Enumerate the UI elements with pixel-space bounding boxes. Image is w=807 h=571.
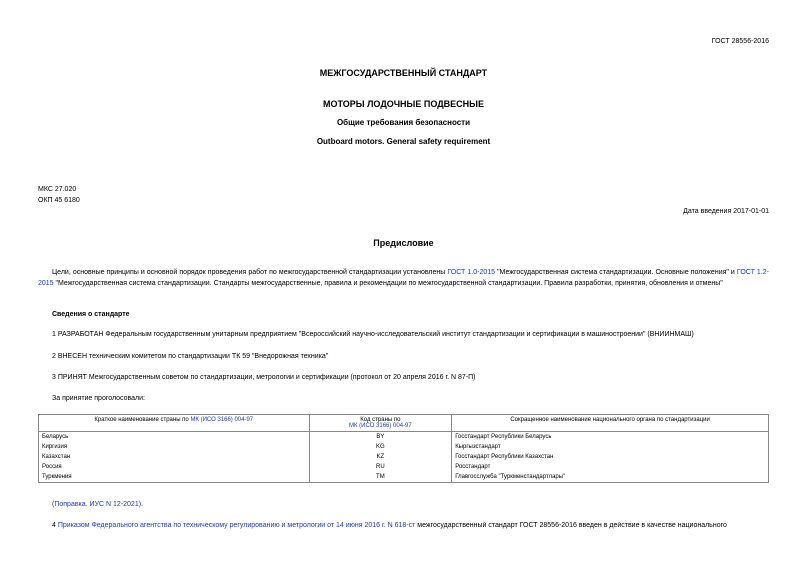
header-code-text: Код страны по — [360, 417, 401, 423]
document-number: ГОСТ 28556-2016 — [711, 38, 769, 45]
header-country-text: Краткое наименование страны по — [94, 417, 191, 423]
cell-country: Киргизия — [39, 442, 310, 452]
mk-iso-link[interactable]: МК (ИСО 3166) 004-97 — [190, 417, 254, 423]
order-link[interactable]: Приказом Федерального агентства по техническому регулированию и метрологии от 14 июня 2016 г. N 618-ст — [57, 522, 416, 529]
voted-label: За принятие проголосовали: — [52, 395, 145, 402]
introduction-date: Дата введения 2017-01-01 — [683, 208, 769, 215]
item-submitted-by: 2 ВНЕСЕН техническим комитетом по стандартизации ТК 59 "Внедорожная техника" — [52, 353, 329, 360]
gost-1-2-link[interactable]: ГОСТ 1.2-2015 — [38, 269, 769, 287]
table-row — [39, 442, 769, 452]
item-enacted-by — [52, 522, 769, 529]
gost-1-0-link[interactable]: ГОСТ 1.0-2015 — [447, 269, 496, 276]
item-4-number: 4 — [52, 522, 58, 529]
standard-english-title: Outboard motors. General safety requirement — [316, 137, 491, 146]
amendment-note — [52, 501, 143, 508]
standard-subtitle: Общие требования безопасности — [336, 118, 471, 127]
item-developed-by: 1 РАЗРАБОТАН Федеральным государственным унитарным предприятием "Всероссийский научно-исследовательский институт стандартизации и сертификации в машиностроении" (ВНИИНМАШ) — [52, 331, 694, 338]
mk-iso-code-link[interactable]: МК (ИСО 3166) 004-97 — [349, 423, 412, 429]
table-row — [39, 452, 769, 462]
cell-country: Казахстан — [39, 452, 310, 462]
standard-info-heading: Сведения о стандарте — [52, 311, 130, 318]
foreword-title: Предисловие — [373, 238, 434, 248]
cell-body: Росстандарт — [452, 462, 769, 472]
cell-code: RU — [309, 462, 452, 472]
mks-code: МКС 27.020 — [38, 186, 77, 193]
header-country-code — [309, 415, 452, 432]
amendment-tail: . — [141, 501, 144, 508]
foreword-text-start: Цели, основные принципы и основной порядок проведения работ по межгосударственной стандартизации установлены — [52, 269, 448, 276]
table-row — [39, 432, 769, 443]
item-4-text: межгосударственный стандарт ГОСТ 28556-2016 введен в действие в качестве национального — [415, 522, 727, 529]
table-row — [39, 462, 769, 472]
cell-body: Главгосслужба "Туркменстандартлары" — [452, 472, 769, 483]
table-header-row — [39, 415, 769, 432]
cell-code: BY — [309, 432, 452, 443]
voting-countries-table — [38, 414, 769, 483]
item-adopted-by: 3 ПРИНЯТ Межгосударственным советом по стандартизации, метрологии и сертификации (протокол от 20 апреля 2016 г. N 87-П) — [52, 374, 476, 381]
table-row — [39, 472, 769, 483]
cell-body: Госстандарт Республики Беларусь — [452, 432, 769, 443]
cell-country: Россия — [39, 462, 310, 472]
foreword-text-end: "Межгосударственная система стандартизации. Стандарты межгосударственные, правила и рекомендации по межгосударственной стандартизации. Правила разработки, принятия, обновления и отмены" — [53, 279, 723, 287]
cell-body: Госстандарт Республики Казахстан — [452, 452, 769, 462]
cell-code: KZ — [309, 452, 452, 462]
header-country-name — [39, 415, 310, 432]
amendment-link[interactable]: (Поправка. ИУС N 12-2021) — [52, 501, 142, 508]
cell-body: Кыргызстандарт — [452, 442, 769, 452]
cell-code: KG — [309, 442, 452, 452]
header-standards-body: Сокращенное наименование национального органа по стандартизации — [452, 415, 769, 432]
standard-type-heading: МЕЖГОСУДАРСТВЕННЫЙ СТАНДАРТ — [319, 68, 488, 78]
foreword-text-mid: "Межгосударственная система стандартизации. Основные положения" и — [495, 269, 737, 276]
standard-title: МОТОРЫ ЛОДОЧНЫЕ ПОДВЕСНЫЕ — [323, 99, 484, 109]
okp-code: ОКП 45 6180 — [38, 197, 80, 204]
cell-country: Беларусь — [39, 432, 310, 443]
foreword-paragraph — [38, 268, 769, 289]
cell-code: TM — [309, 472, 452, 483]
cell-country: Туркмения — [39, 472, 310, 483]
